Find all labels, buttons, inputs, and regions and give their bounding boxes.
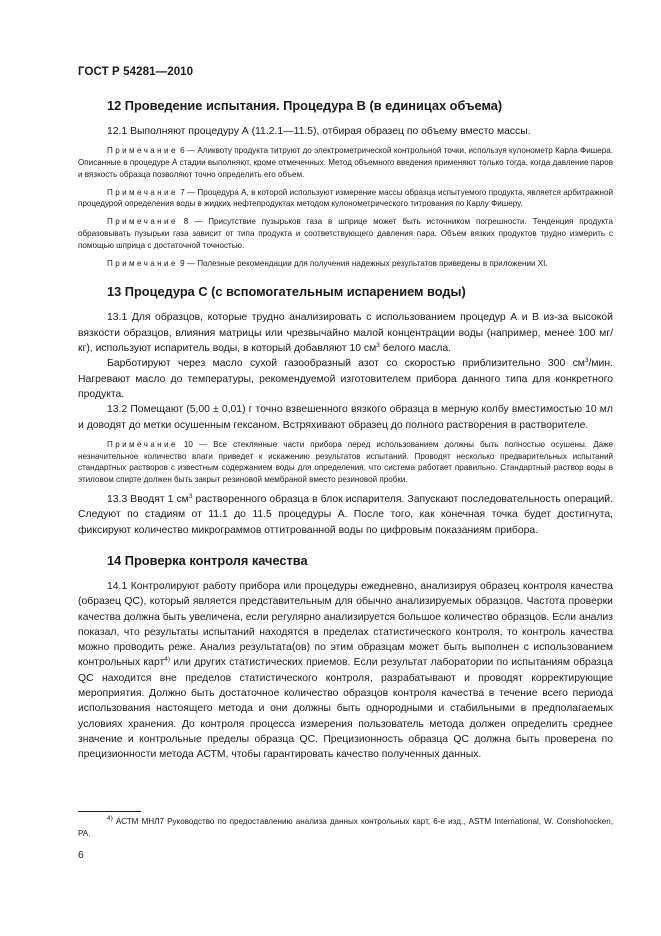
text-run: или других статистических приемов. Если результат лаборатории по испытаниям образца QC находится вне пределов статистического контроля, разрабатывают и проводят корректирующие мероприятия. Должно быть достаточное количество образцов контроля качества в течение всего периода использования настоящего метода и они должны быть однородными и стабильными в предполагаемых условиях хранения. До контроля процесса измерения пользователь метода должен определить среднее значение и контрольные пределы образца QC. Прецизионность образца QC должна быть проверена по прецизионности метода АСТМ, чтобы гарантировать качество полученных данных. (78, 657, 613, 761)
clause-12-1: 12.1 Выполняют процедуру А (11.2.1—11.5), отбирая образец по объему вместо массы. (107, 126, 531, 137)
note-label: Примечание (107, 258, 178, 268)
page-number: 6 (78, 850, 84, 861)
note-7 (78, 187, 613, 211)
text-run: /мин. Нагревают масло до температуры, рекомендуемой изготовителем прибора данного типа для конкретного продукта. (78, 358, 613, 400)
document-header: ГОСТ Р 54281—2010 (78, 66, 194, 78)
section-14-heading: 14 Проверка контроля качества (107, 552, 308, 568)
note-text: 9 — Полезные рекомендации для получения надежных результатов приведены в приложении XI. (180, 258, 548, 268)
section-13-heading: 13 Процедура С (с вспомогательным испарением воды) (107, 284, 466, 300)
text-run: 13.1 Для образцов, которые трудно анализировать с использованием процедур А и В из-за высокой вязкости образцов, влияния матрицы или чрезвычайно малой концентрации воды (например, менее 100 мг/кг), используют испаритель воды, в который добавляют 10 см (78, 312, 613, 355)
page-content (78, 98, 613, 762)
text-run: белого масла. (379, 343, 452, 355)
superscript: 3 (376, 342, 380, 350)
section-12-heading: 12 Проведение испытания. Процедура В (в единицах объема) (107, 98, 503, 113)
note-10 (78, 439, 613, 486)
text-run: 13.3 Вводят 1 см (107, 494, 189, 506)
footnote-text: АСТМ МНЛ7 Руководство по предоставлению анализа данных контрольных карт, 6-е изд., ASTM International, W. Conshohocken, PA. (78, 817, 613, 838)
superscript: 3 (188, 493, 193, 501)
note-text: 8 — Присутствие пузырьков газа в шприце может быть источником погрешности. Тенденция продукта образовывать пузырьки газа зависит от типа продукта и соответствующего давления пара. Объем вязких продуктов трудно измерить с помощью шприца с достаточной точностью. (78, 217, 614, 250)
note-text: 6 — Аликвоту продукта титруют до электрометрической контрольной точки, используя кулонометр Карла Фишера. Описанные в процедуре А стадии выполняют, кроме отмеченных. Метод объемного введения применяют только тогда, когда давление паров и вязкость образца позволяют точно определить его объем. (78, 146, 613, 179)
text-run: 14.1 Контролируют работу прибора или процедуры ежедневно, анализируя образец контроля качества (образец QC), который является представительным для обычно анализируемых образцов. Частота проверки качества должна быть увеличена, если регулярно анализируется большое количество образцов. Если анализ показал, что результаты испытаний находятся в пределах статистического контроля, то контроль качества можно проводить реже. Анализ результата(ов) по этим образцам может быть выполнен с использованием контрольных карт (78, 580, 613, 669)
note-label: Примечание (107, 439, 178, 449)
footnote-marker: 4) (107, 815, 113, 822)
clause-14-1 (78, 579, 613, 763)
footnote (78, 816, 613, 840)
note-label: Примечание (107, 187, 178, 197)
superscript: 3 (584, 357, 589, 365)
note-8 (78, 216, 613, 251)
clause-13-1-cont (78, 356, 613, 402)
footnote-divider (78, 811, 141, 812)
text-run: Барботируют через масло сухой газообразный азот со скоростью приблизительно 300 см (107, 358, 585, 370)
note-label: Примечание (107, 217, 178, 227)
note-6 (78, 145, 613, 180)
text-run: растворенного образца в блок испарителя. Запускают последовательность операций. Следуют по стадиям от 11.1 до 11.5 процедуры А. После того, как конечная точка будет достигнута, фиксируют количество микрограммов оттитрованной воды по цифровым показаниям прибора. (78, 494, 613, 536)
clause-13-1 (78, 310, 613, 356)
footnote-ref[interactable]: 4) (164, 656, 171, 664)
note-9 (78, 258, 613, 270)
note-text: 10 — Все стеклянные части прибора перед использованием должны быть полностью осушены. Даже незначительное количество влаги приведет к искажению результатов испытаний. Проводят несколько предварительных испытаний стандартных растворов с известным содержанием воды для определения, что система работает правильно. Стандартный раствор воды в этиловом спирте должен быть закрыт резиновой мембраной вместо резиновой пробки. (78, 439, 613, 485)
clause-13-2: 13.2 Помещают (5,00 ± 0,01) г точно взвешенного вязкого образца в мерную колбу вместимостью 10 мл и доводят до метки осушенным гексаном. Встряхивают образец до полного растворения в растворителе. (78, 404, 613, 431)
note-text: 7 — Процедура А, в которой используют измерение массы образца испытуемого продукта, является арбитражной процедурой определения воды в жидких нефтепродуктах методом кулонометрического титрования по Карлу Фишеру. (78, 187, 613, 209)
note-label: Примечание (107, 146, 178, 156)
clause-13-3 (78, 492, 613, 538)
